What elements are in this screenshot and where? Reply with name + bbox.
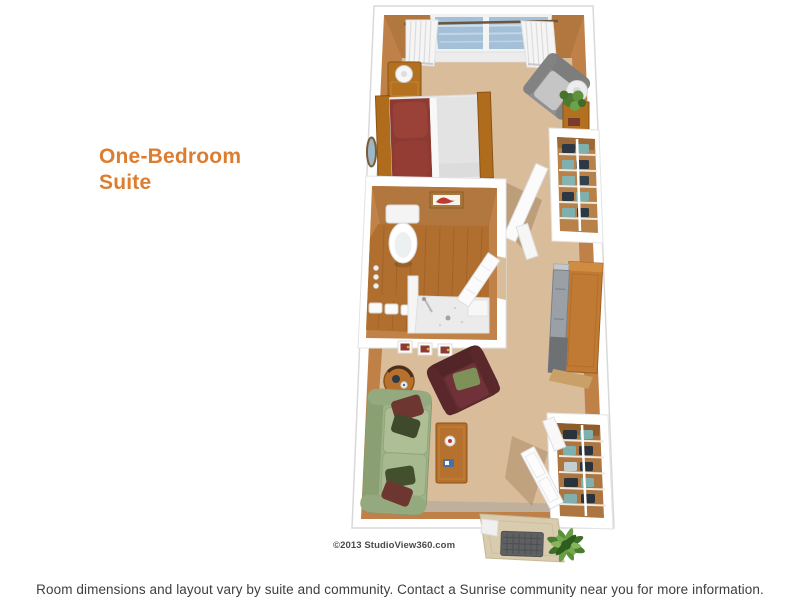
wall-art (430, 192, 463, 208)
curtain-left (406, 20, 438, 66)
entry-step (481, 519, 498, 536)
nightstand-with-lamp (388, 62, 421, 100)
bed (375, 92, 493, 184)
window-with-curtains (404, 14, 558, 68)
kitchenette-console (547, 261, 603, 389)
entry-closet (543, 413, 613, 529)
bathroom (358, 176, 506, 348)
title-line-2: Suite (99, 171, 152, 194)
bed-pillow (393, 101, 428, 138)
credit-text: ©2013 StudioView360.com (333, 540, 456, 551)
caption-text: Room dimensions and layout vary by suite and community. Contact a Sunrise community near you for more information. (36, 582, 764, 597)
page-title (99, 144, 241, 196)
shower (415, 296, 489, 333)
towel-knobs (374, 266, 379, 289)
title-line-1: One-Bedroom (99, 145, 242, 168)
vanity-basins (369, 303, 414, 315)
green-sofa (360, 388, 432, 515)
coffee-table (436, 423, 467, 483)
wall-mirror (367, 138, 376, 167)
bed-pillow (394, 140, 429, 177)
footboard (477, 92, 493, 178)
door-mat (501, 531, 544, 556)
